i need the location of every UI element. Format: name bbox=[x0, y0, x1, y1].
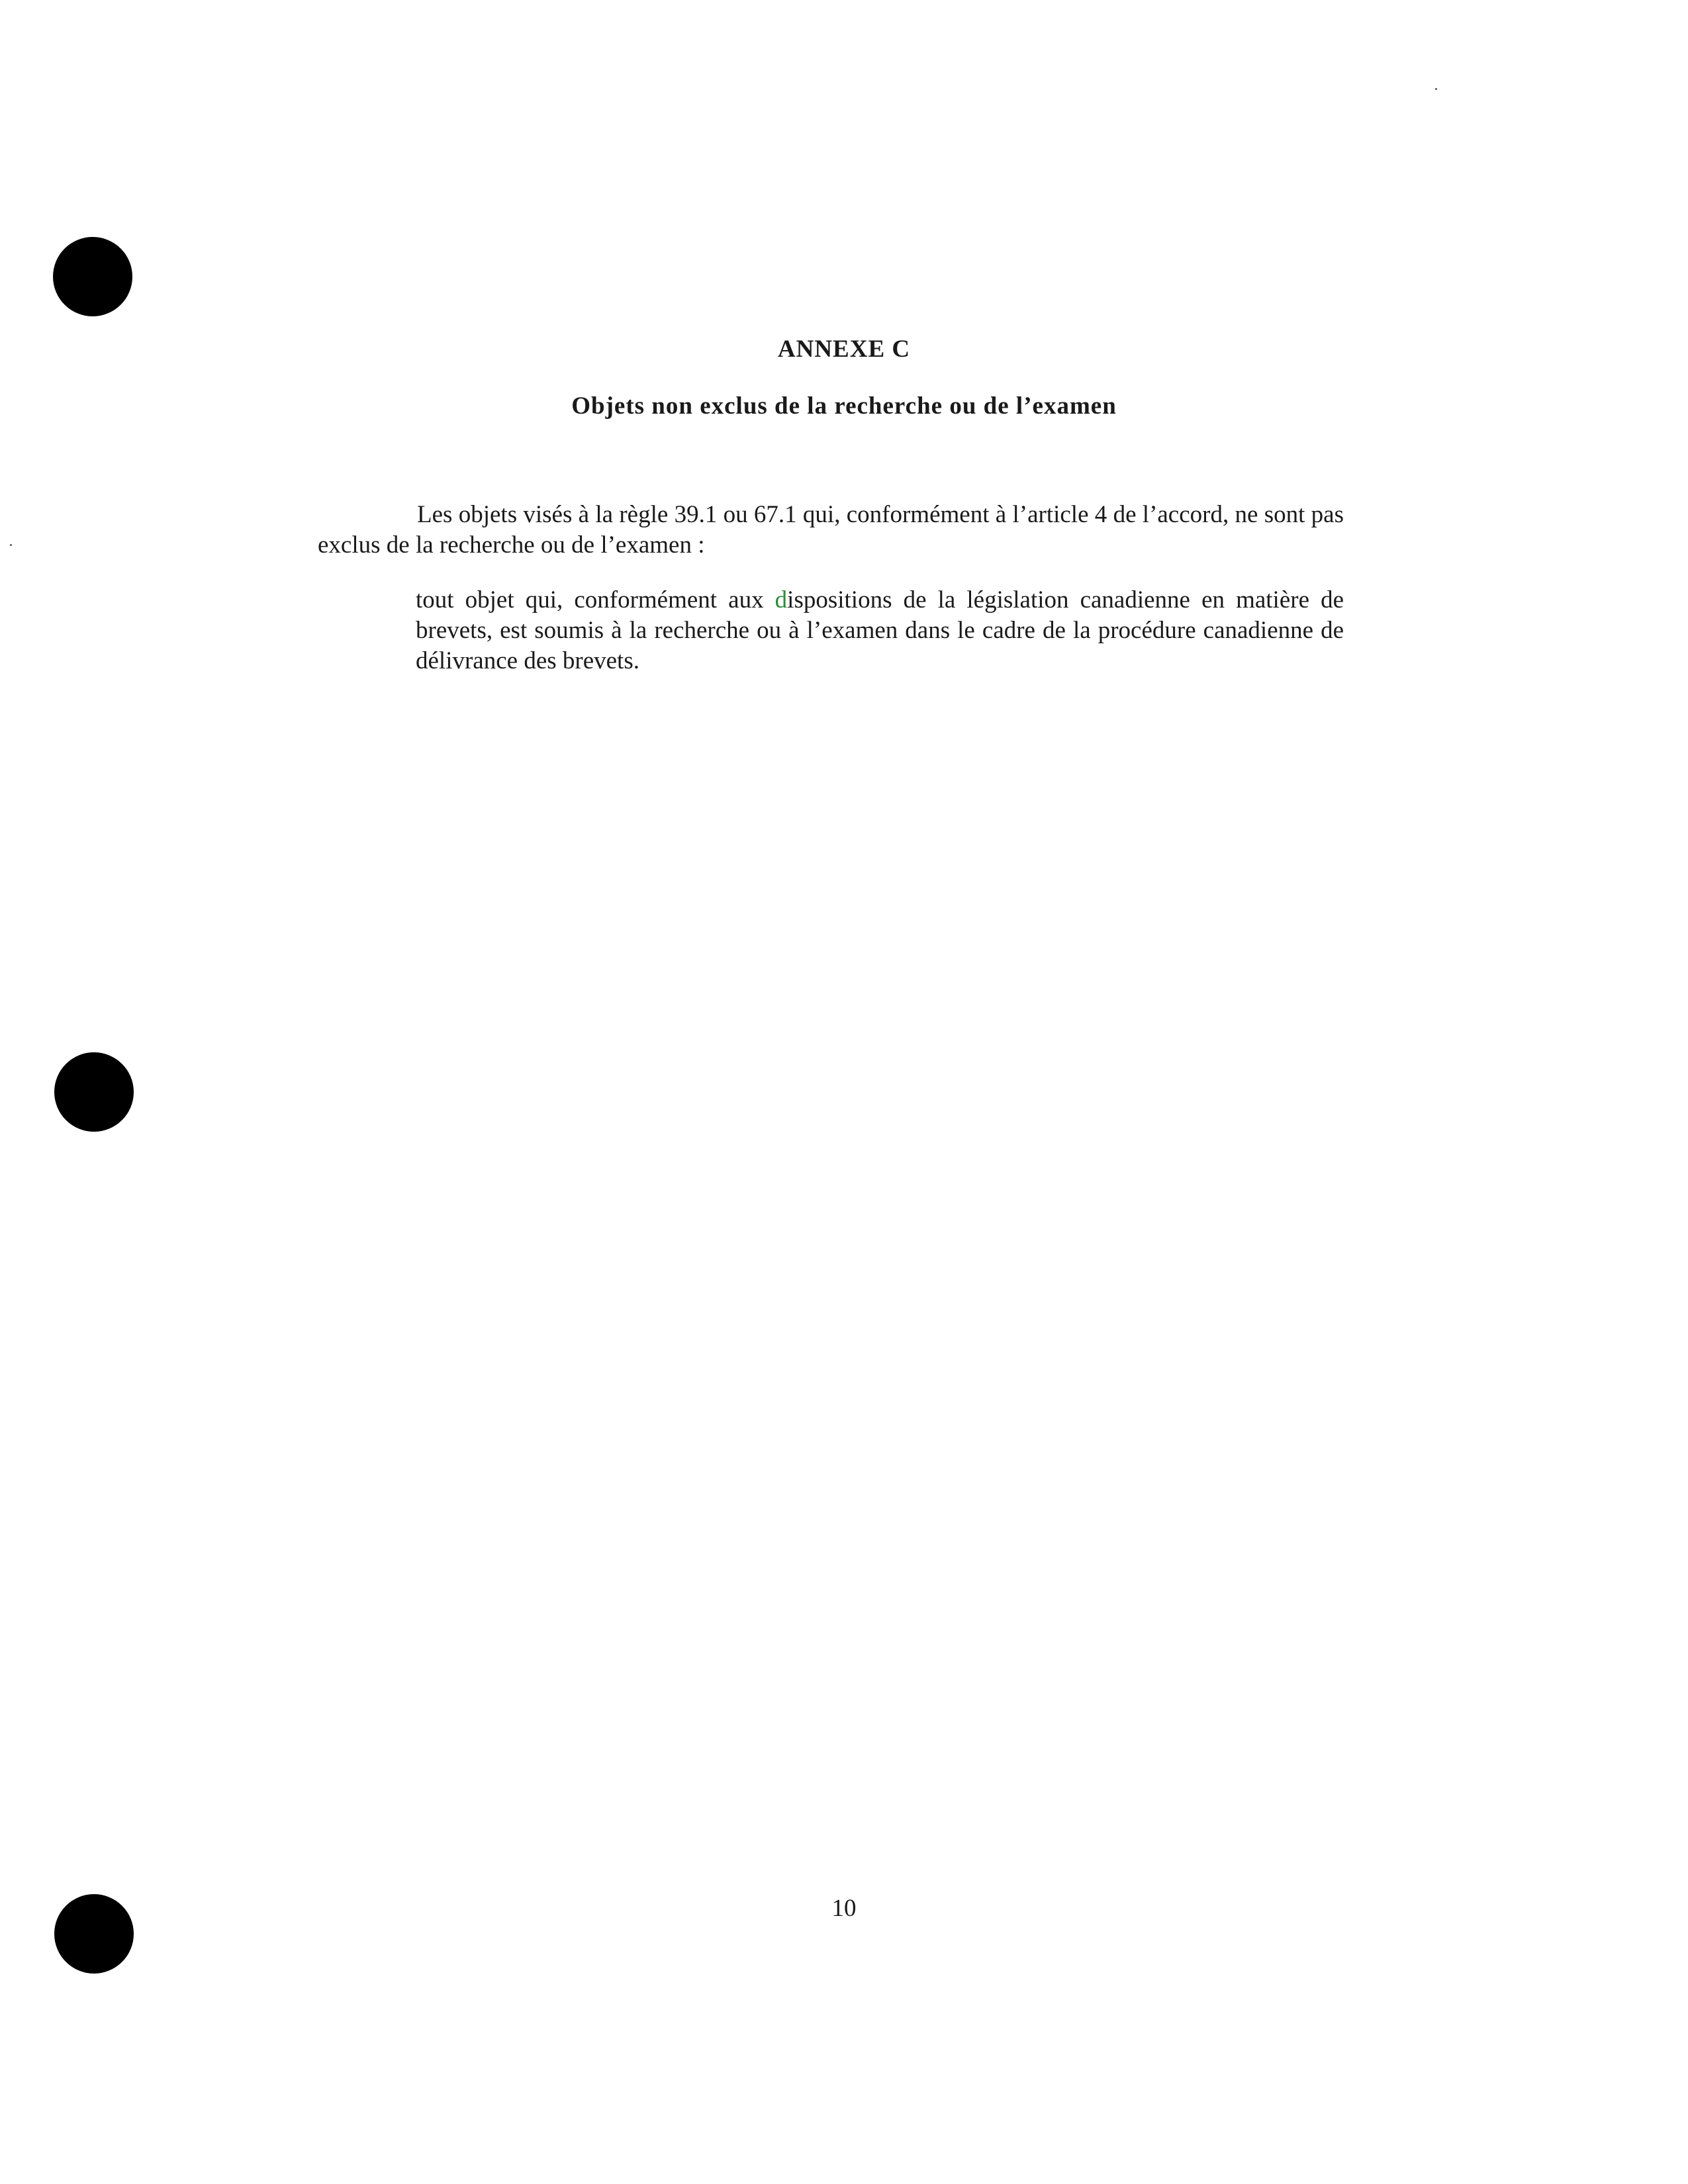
item-text-start: tout objet qui, conformément aux bbox=[416, 586, 775, 614]
page-number: 10 bbox=[831, 1895, 857, 1922]
item-paragraph bbox=[416, 585, 1344, 676]
intro-paragraph: Les objets visés à la règle 39.1 ou 67.1 qui, conformément à l’article 4 de l’accord, ne sont pas exclus de la recherche ou de l’examen : bbox=[318, 501, 1344, 559]
annex-title: ANNEXE C bbox=[777, 336, 911, 363]
annex-subtitle: Objets non exclus de la recherche ou de l’examen bbox=[571, 392, 1117, 420]
punch-hole-middle bbox=[54, 1052, 134, 1132]
punch-hole-top bbox=[53, 237, 132, 316]
scan-speck bbox=[1435, 88, 1437, 90]
item-text-end: ispositions de la législation canadienne en matière de brevets, est soumis à la recherche ou à l’examen dans le cadre de la procédure canadienne de délivrance des brevets. bbox=[416, 586, 1344, 674]
item-highlight-letter: d bbox=[774, 586, 788, 614]
scan-speck bbox=[10, 544, 12, 546]
